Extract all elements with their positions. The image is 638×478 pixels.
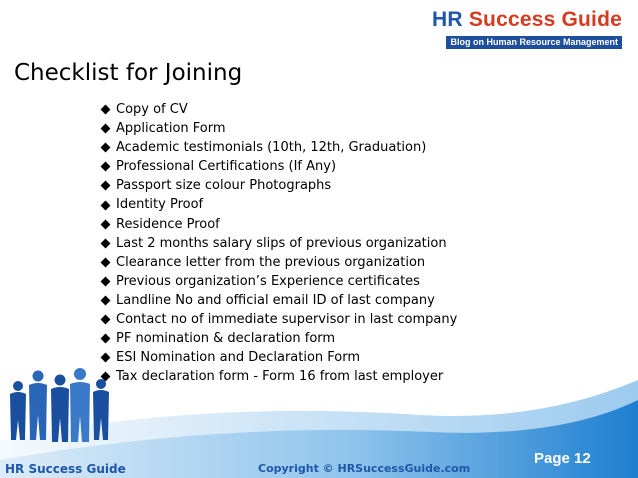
diamond-bullet-icon <box>101 143 110 152</box>
checklist-item-label: Last 2 months salary slips of previous organization <box>116 235 447 251</box>
checklist-item-label: Copy of CV <box>116 102 188 117</box>
checklist-item <box>101 253 457 272</box>
checklist-item-label: Application Form <box>116 121 226 137</box>
diamond-bullet-icon <box>101 105 110 114</box>
logo-tagline: Blog on Human Resource Management <box>446 36 622 49</box>
diamond-bullet-icon <box>101 181 110 190</box>
diamond-bullet-icon <box>101 239 110 248</box>
checklist-item <box>101 329 457 348</box>
diamond-bullet-icon <box>101 334 110 343</box>
diamond-bullet-icon <box>101 220 110 229</box>
checklist-item-label: Tax declaration form - Form 16 from last employer <box>116 369 444 385</box>
checklist-item-label: Previous organization’s Experience certificates <box>116 273 420 289</box>
checklist-item-label: ESI Nomination and Declaration Form <box>116 350 361 366</box>
checklist-item-label: PF nomination & declaration form <box>116 331 336 347</box>
checklist-item <box>101 272 457 291</box>
checklist-item-label: Landline No and official email ID of last company <box>116 292 435 308</box>
checklist-item-label: Identity Proof <box>116 197 204 213</box>
checklist-item <box>101 215 457 234</box>
checklist-item-label: Professional Certifications (If Any) <box>116 159 337 175</box>
diamond-bullet-icon <box>101 258 110 267</box>
logo-rest-text: Success Guide <box>468 8 622 31</box>
logo-title <box>432 8 622 32</box>
diamond-bullet-icon <box>101 162 110 171</box>
checklist-item <box>101 234 457 253</box>
diamond-bullet-icon <box>101 277 110 286</box>
page-title: Checklist for Joining <box>14 60 243 86</box>
checklist-item <box>101 119 457 138</box>
checklist-item <box>101 291 457 310</box>
checklist-item-label: Residence Proof <box>116 216 220 232</box>
checklist-item-label: Contact no of immediate supervisor in last company <box>116 312 458 328</box>
checklist-item-label: Academic testimonials (10th, 12th, Graduation) <box>116 140 427 156</box>
page-number: Page 12 <box>534 450 591 467</box>
diamond-bullet-icon <box>101 315 110 324</box>
checklist-item-label: Passport size colour Photographs <box>116 178 332 194</box>
footer-brand: HR Success Guide <box>5 462 126 476</box>
diamond-bullet-icon <box>101 124 110 133</box>
logo-hr-text: HR <box>432 8 463 31</box>
checklist <box>101 100 457 386</box>
checklist-item <box>101 138 457 157</box>
logo[interactable] <box>432 8 622 50</box>
checklist-item <box>101 100 457 119</box>
diamond-bullet-icon <box>101 201 110 210</box>
checklist-item <box>101 157 457 176</box>
checklist-item <box>101 195 457 214</box>
checklist-item <box>101 310 457 329</box>
checklist-item <box>101 176 457 195</box>
diamond-bullet-icon <box>101 296 110 305</box>
checklist-item-label: Clearance letter from the previous organization <box>116 254 426 270</box>
footer-copyright: Copyright © HRSuccessGuide.com <box>258 462 471 475</box>
